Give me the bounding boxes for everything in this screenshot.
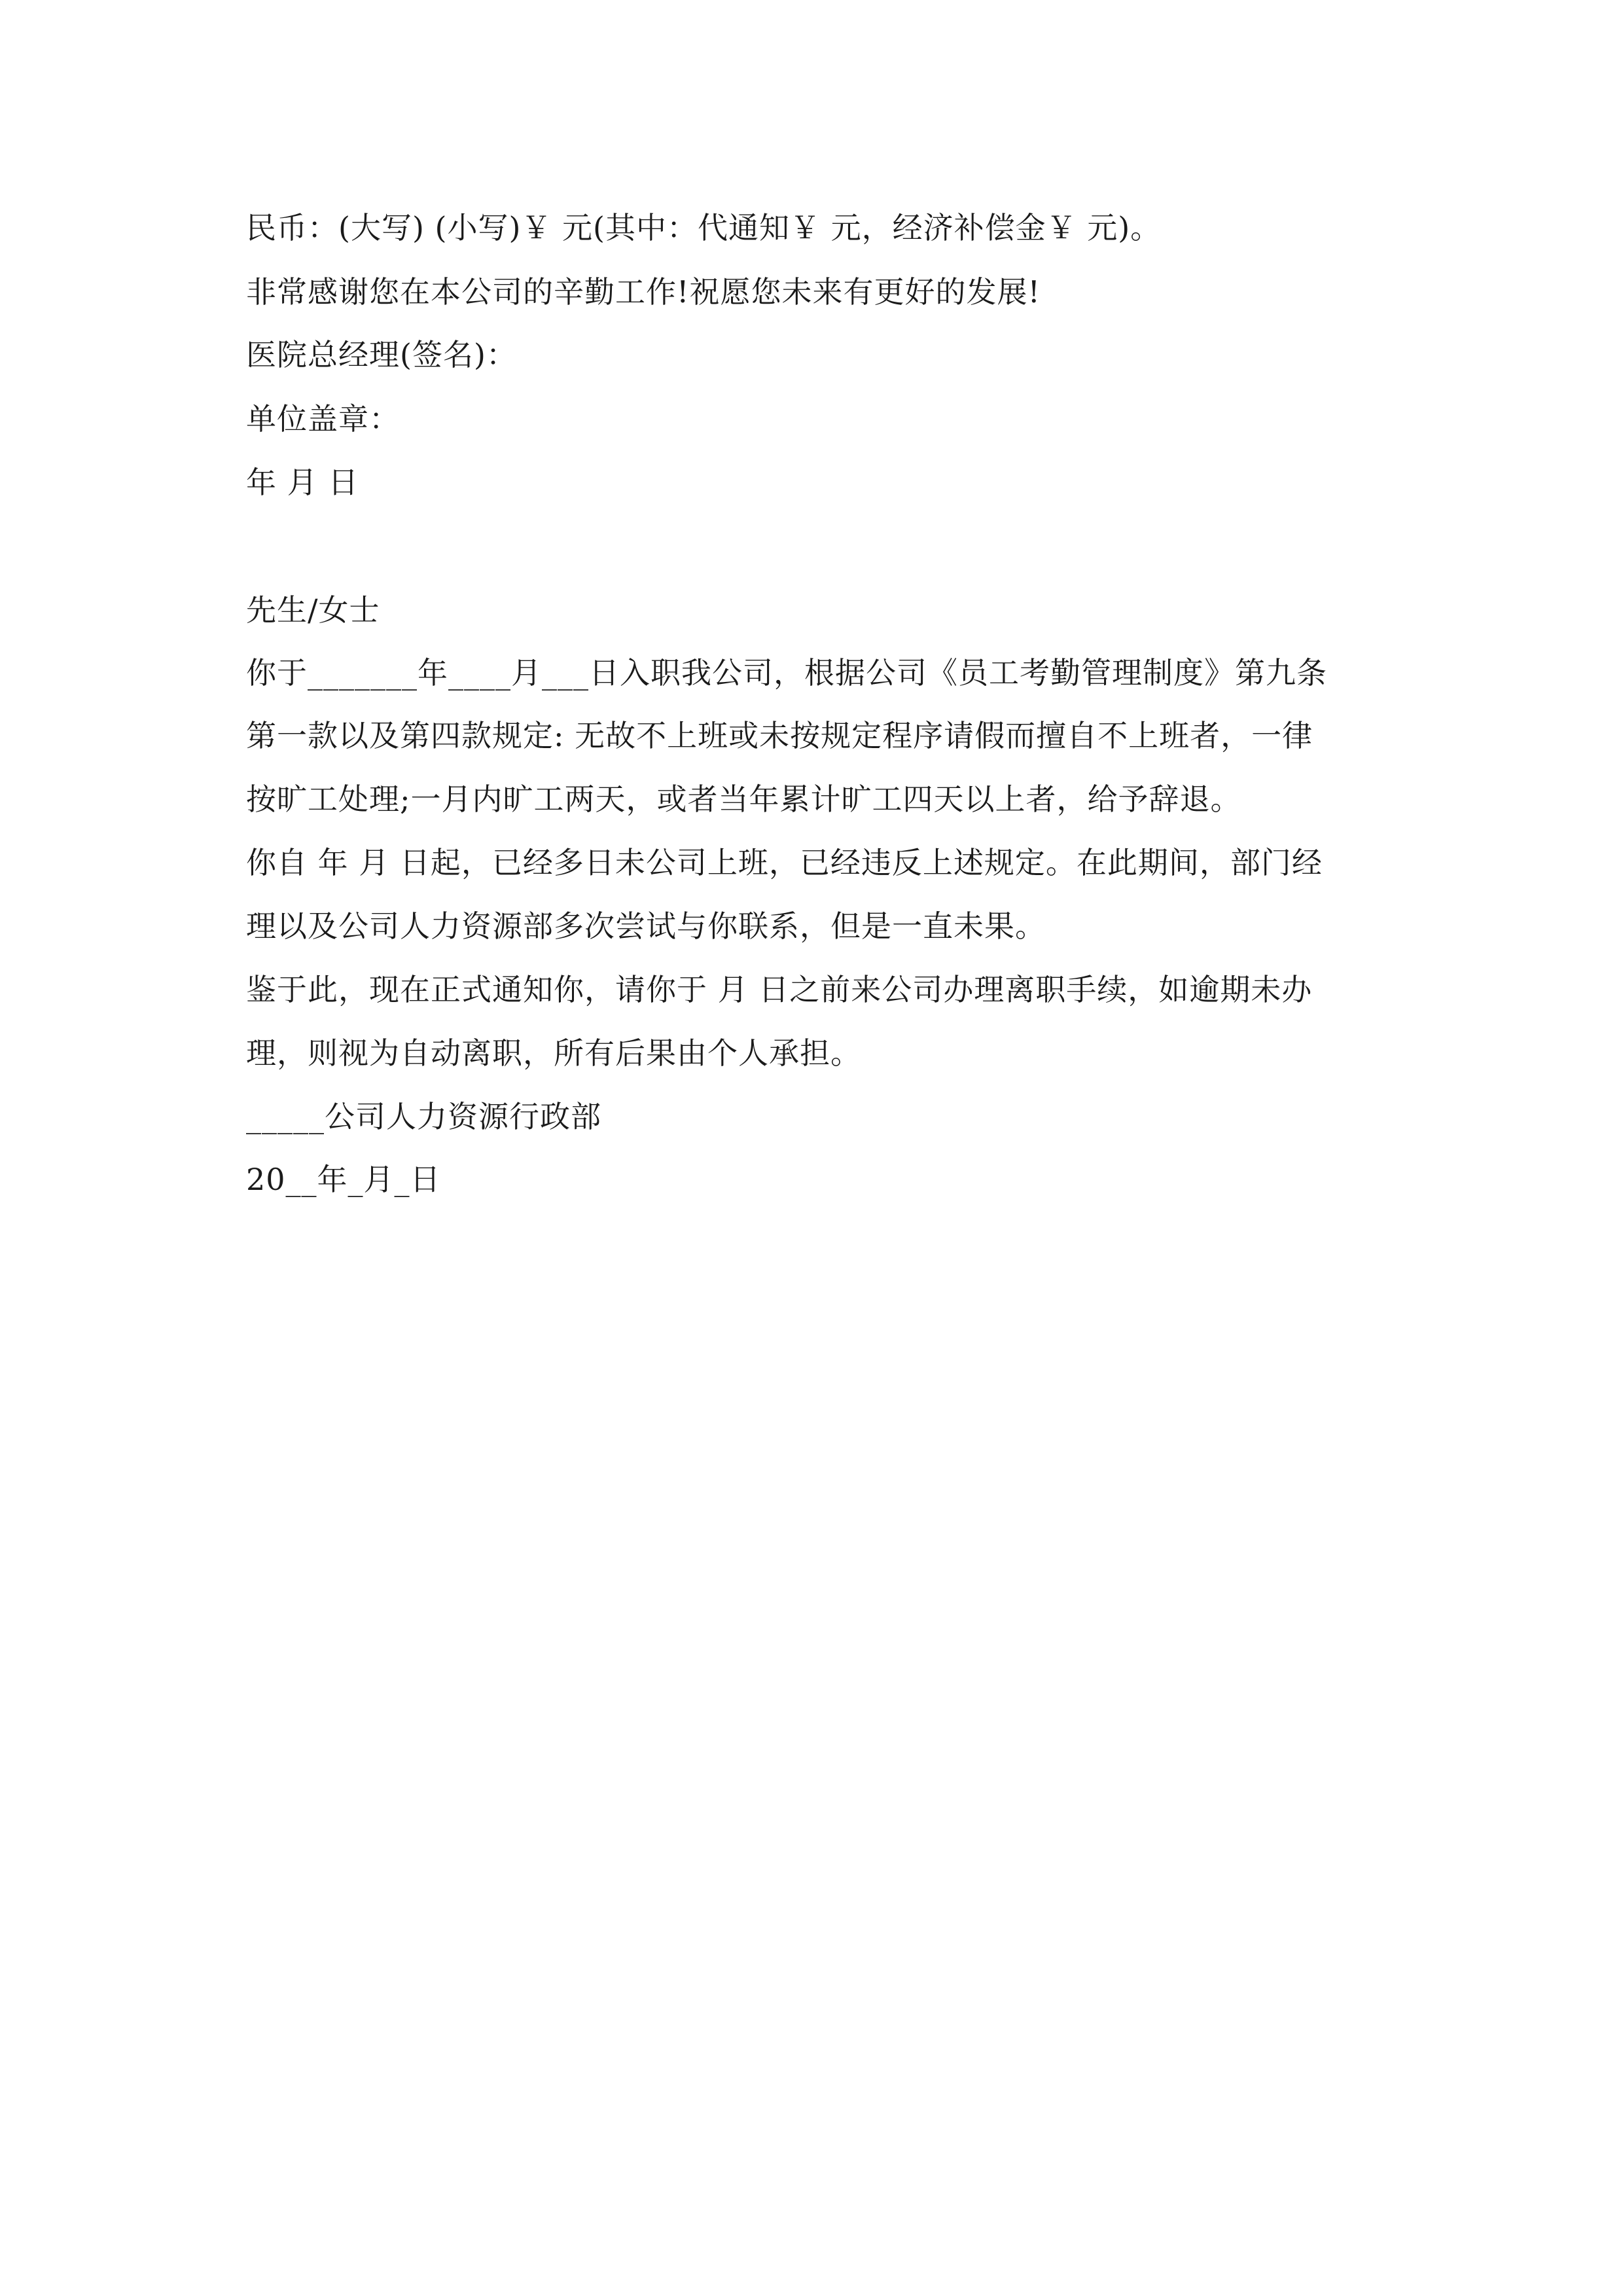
paragraph-line: 理，则视为自动离职，所有后果由个人承担。: [246, 1035, 861, 1071]
paragraph-line: 按旷工处理;一月内旷工两天，或者当年累计旷工四天以上者，给予辞退。: [246, 781, 1241, 817]
department-signature: _____公司人力资源行政部: [246, 1099, 601, 1134]
manager-signature-line: 医院总经理(签名)：: [246, 337, 517, 372]
salutation: 先生/女士: [246, 592, 380, 628]
paragraph-line: 理以及公司人力资源部多次尝试与你联系，但是一直未果。: [246, 908, 1046, 944]
date-line: 年 月 日: [246, 465, 359, 500]
company-seal-line: 单位盖章：: [246, 401, 400, 437]
compensation-amount-line: 民币：(大写) (小写)￥ 元(其中：代通知￥ 元，经济补偿金￥ 元)。: [246, 210, 1162, 245]
paragraph-line: 鉴于此，现在正式通知你，请你于 月 日之前来公司办理离职手续，如逾期未办: [246, 972, 1313, 1007]
paragraph-line: 你自 年 月 日起，已经多日未公司上班，已经违反上述规定。在此期间，部门经: [246, 845, 1323, 880]
notice-date: 20__年_月_日: [246, 1162, 441, 1197]
thanks-line: 非常感谢您在本公司的辛勤工作!祝愿您未来有更好的发展!: [246, 274, 1041, 310]
paragraph-line: 第一款以及第四款规定: 无故不上班或未按规定程序请假而擅自不上班者，一律: [246, 718, 1313, 753]
paragraph-line: 你于_______年____月___日入职我公司，根据公司《员工考勤管理制度》第九条: [246, 655, 1327, 691]
